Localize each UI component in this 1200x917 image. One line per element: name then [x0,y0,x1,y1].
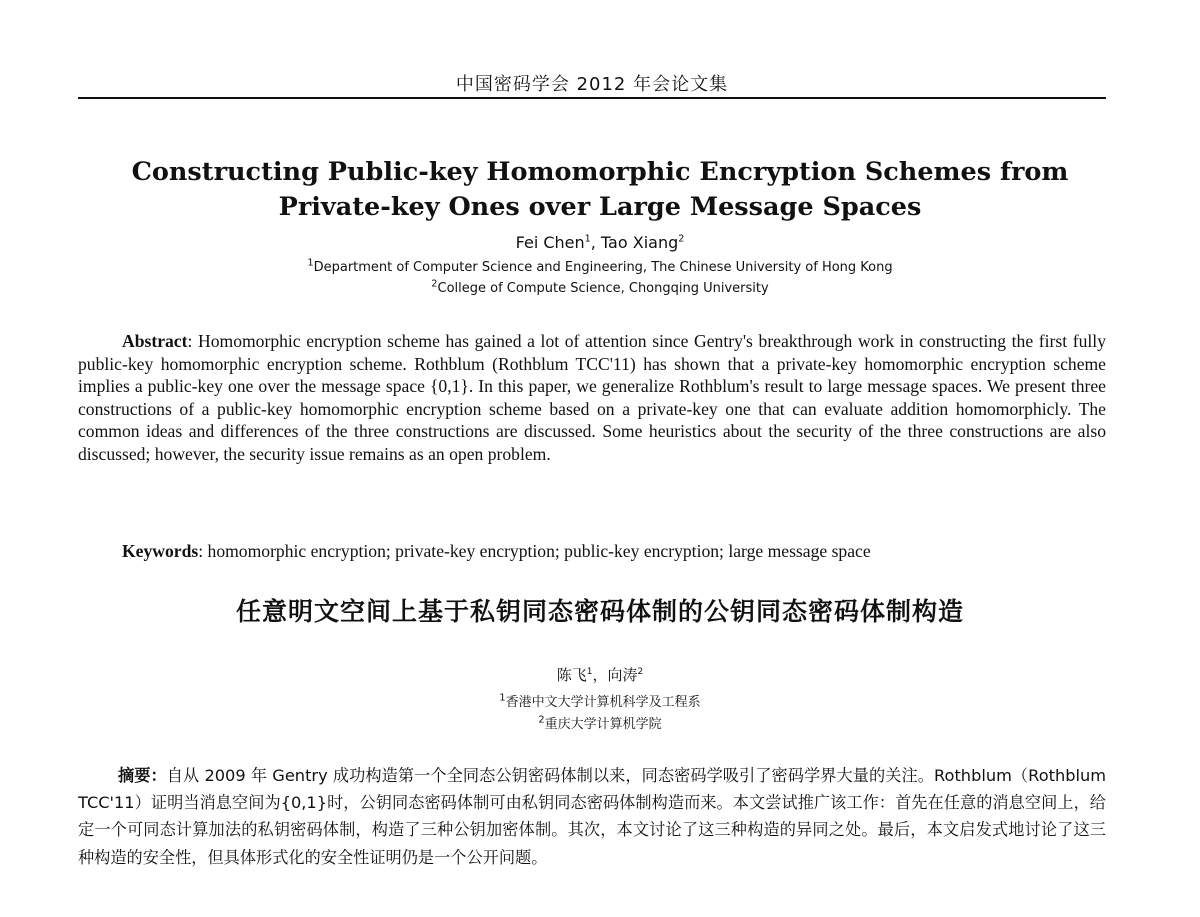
affiliation-1-text: Department of Computer Science and Engineering, The Chinese University of Hong Kong [313,260,893,275]
running-head: 中国密码学会 2012 年会论文集 [455,74,729,95]
keywords [78,541,1106,562]
chinese-affiliation-1 [60,691,1140,710]
chinese-affiliation-1-sup: 1 [499,692,506,704]
affiliation-2 [60,278,1140,296]
chinese-abstract-text: 自从 2009 年 Gentry 成功构造第一个全同态公钥密码体制以来，同态密码学吸引了密码学界大量的关注。Rothblum（Rothblum TCC'11）证明当消息空间为{0,1}时，公钥同态密码体制可由私钥同态密码体制构造而来。本文尝试推广该工作：首先在任意的消息空间上，给定一个可同态计算加法的私钥密码体制，构造了三种公钥加密体制。其次，本文讨论了这三种构造的异同之处。最后，本文启发式地讨论了这三种构造的安全性，但具体形式化的安全性证明仍是一个公开问题。 [78,766,1107,867]
chinese-author-separator: ， [592,666,608,684]
chinese-affiliation-2-text: 重庆大学计算机学院 [544,717,662,732]
keywords-text: : homomorphic encryption; private-key encryption; public-key encryption; large message space [198,541,871,561]
author-separator: , [590,233,601,252]
paper-title-line-1: Constructing Public-key Homomorphic Encryption Schemes from [131,157,1069,187]
chinese-author-2: 向涛 [607,666,638,684]
affiliation-1-sup: 1 [307,257,314,269]
chinese-authors [60,664,1140,685]
abstract [78,330,1106,466]
author-2-sup: 2 [678,233,685,245]
abstract-text: : Homomorphic encryption scheme has gained a lot of attention since Gentry's breakthrough work in constructing the first fully public-key homomorphic encryption scheme. Rothblum (Rothblum TCC'11) has shown that a private-key homomorphic encryption scheme implies a public-key one over the message space {0,1}. In this paper, we generalize Rothblum's result to large message spaces. We present three constructions of a public-key homomorphic encryption scheme based on a private-key one that can evaluate addition homomorphicly. The common ideas and differences of the three constructions are discussed. Some heuristics about the security of the three constructions are also discussed; however, the security issue remains as an open problem. [78,331,1106,464]
author-1: Fei Chen [515,233,585,252]
chinese-title: 任意明文空间上基于私钥同态密码体制的公钥同态密码体制构造 [235,597,964,626]
chinese-author-1-sup: 1 [586,667,593,677]
abstract-label: Abstract [122,331,188,351]
author-1-sup: 1 [584,233,591,245]
paper-title [60,155,1140,225]
chinese-affiliation-1-text: 香港中文大学计算机科学及工程系 [505,695,701,710]
chinese-abstract [78,762,1106,871]
affiliation-2-sup: 2 [431,278,438,290]
chinese-affiliation-2-sup: 2 [538,714,545,726]
authors [60,233,1140,252]
chinese-abstract-label: 摘要： [118,766,167,785]
author-2: Tao Xiang [600,233,679,252]
paper-title-line-2: Private-key Ones over Large Message Spaces [278,192,922,222]
chinese-author-1: 陈飞 [556,666,587,684]
chinese-affiliation-2 [60,713,1140,732]
keywords-label: Keywords [122,541,199,561]
header-rule [78,97,1106,99]
chinese-author-2-sup: 2 [637,667,644,677]
affiliation-1 [60,257,1140,275]
affiliation-2-text: College of Compute Science, Chongqing University [437,281,769,296]
